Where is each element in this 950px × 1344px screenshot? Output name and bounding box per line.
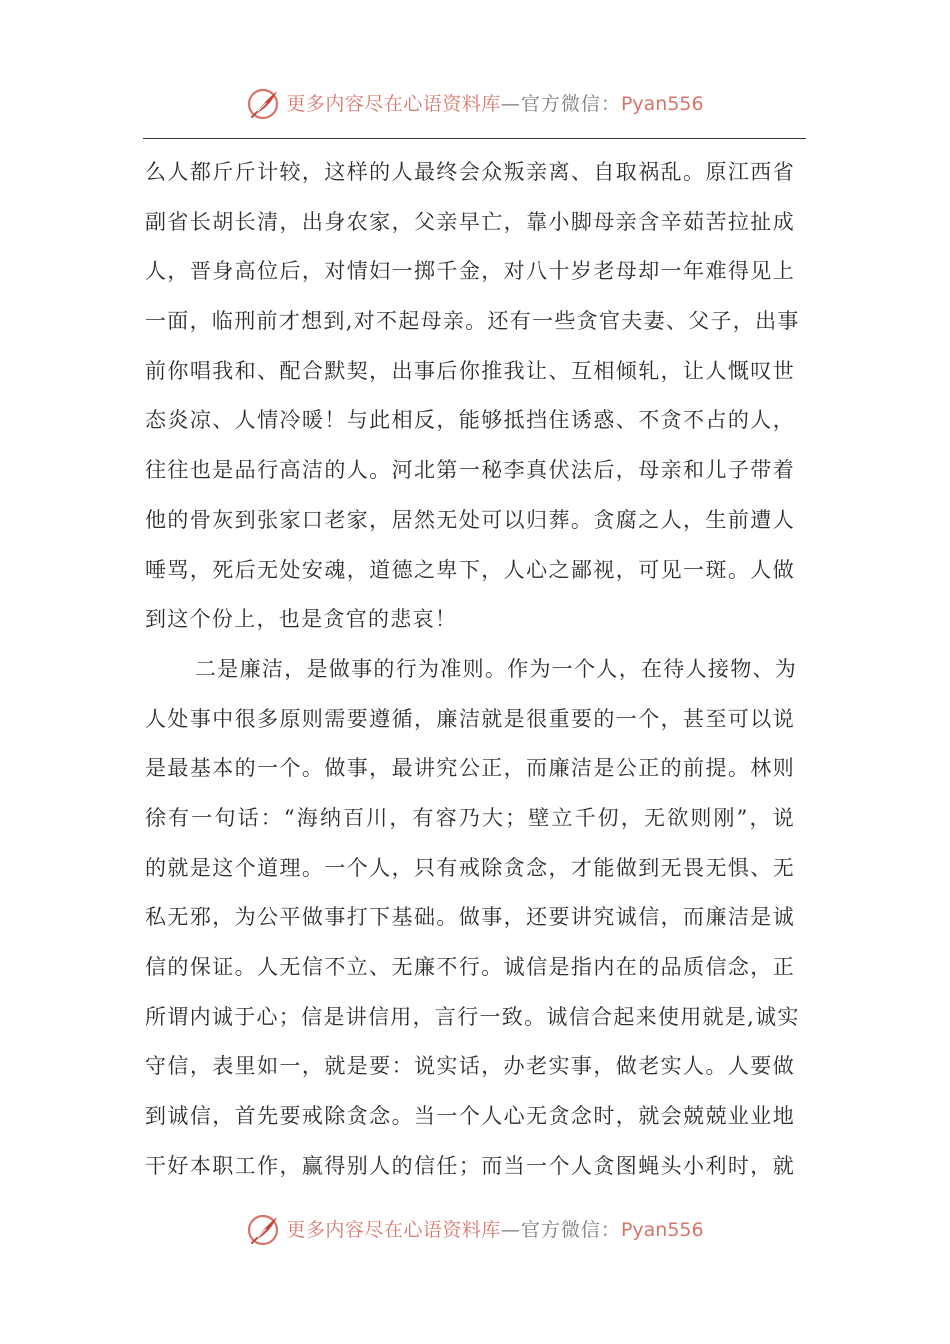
footer-wechat-id: Pyan556 — [620, 1219, 704, 1241]
footer-text — [286, 1208, 703, 1252]
document-body — [145, 148, 800, 1191]
body-line: 一面，临刑前才想到,对不起母亲。还有一些贪官夫妻、父子，出事 — [145, 309, 800, 334]
body-line: 唾骂，死后无处安魂，道德之卑下，人心之鄙视，可见一斑。人做 — [145, 557, 795, 582]
body-line: 的就是这个道理。一个人，只有戒除贪念，才能做到无畏无惧、无 — [145, 855, 795, 880]
body-line: 徐有一句话：“海纳百川，有容乃大；壁立千仞，无欲则刚”，说 — [145, 805, 795, 830]
header-divider — [143, 138, 806, 139]
header-wechat-id: Pyan556 — [620, 93, 704, 115]
footer-official-label: 官方微信： — [520, 1219, 621, 1241]
header-official-label: 官方微信： — [520, 93, 621, 115]
body-line: 干好本职工作，赢得别人的信任；而当一个人贪图蝇头小利时，就 — [145, 1153, 795, 1178]
footer-separator: — — [500, 1219, 521, 1241]
header-separator: — — [500, 93, 521, 115]
body-line: 是最基本的一个。做事，最讲究公正，而廉洁是公正的前提。林则 — [145, 756, 795, 781]
body-line: 信的保证。人无信不立、无廉不行。诚信是指内在的品质信念，正 — [145, 955, 795, 979]
footer-brand: 更多内容尽在心语资料库 — [286, 1219, 501, 1241]
body-line: 么人都斤斤计较，这样的人最终会众叛亲离、自取祸乱。原江西省 — [145, 160, 795, 184]
body-line: 态炎凉、人情冷暖！与此相反，能够抵挡住诱惑、不贪不占的人， — [145, 408, 795, 433]
body-line: 副省长胡长清，出身农家，父亲早亡，靠小脚母亲含辛茹苦拉扯成 — [145, 209, 795, 234]
quill-pen-logo-icon — [246, 86, 282, 122]
paragraph-start-line: 二是廉洁，是做事的行为准则。作为一个人，在待人接物、为 — [195, 656, 798, 681]
header-text — [286, 82, 703, 126]
body-line: 私无邪，为公平做事打下基础。做事，还要讲究诚信，而廉洁是诚 — [145, 905, 795, 930]
body-line: 所谓内诚于心；信是讲信用，言行一致。诚信合起来使用就是,诚实 — [145, 1004, 800, 1029]
header-banner — [0, 82, 950, 126]
body-line: 到这个份上，也是贪官的悲哀！ — [145, 607, 458, 632]
quill-pen-logo-icon — [246, 1212, 282, 1248]
body-line: 人处事中很多原则需要遵循，廉洁就是很重要的一个，甚至可以说 — [145, 706, 795, 731]
header-brand: 更多内容尽在心语资料库 — [286, 93, 501, 115]
body-line: 前你唱我和、配合默契，出事后你推我让、互相倾轧，让人慨叹世 — [145, 358, 795, 383]
footer-banner — [0, 1208, 950, 1252]
body-line: 人，晋身高位后，对情妇一掷千金，对八十岁老母却一年难得见上 — [145, 259, 795, 284]
body-line: 守信，表里如一，就是要：说实话，办老实事，做老实人。人要做 — [145, 1054, 795, 1079]
body-line: 到诚信，首先要戒除贪念。当一个人心无贪念时，就会兢兢业业地 — [145, 1104, 795, 1129]
body-line: 往往也是品行高洁的人。河北第一秘李真伏法后，母亲和儿子带着 — [145, 458, 795, 483]
body-line: 他的骨灰到张家口老家，居然无处可以归葬。贪腐之人，生前遭人 — [145, 507, 795, 532]
